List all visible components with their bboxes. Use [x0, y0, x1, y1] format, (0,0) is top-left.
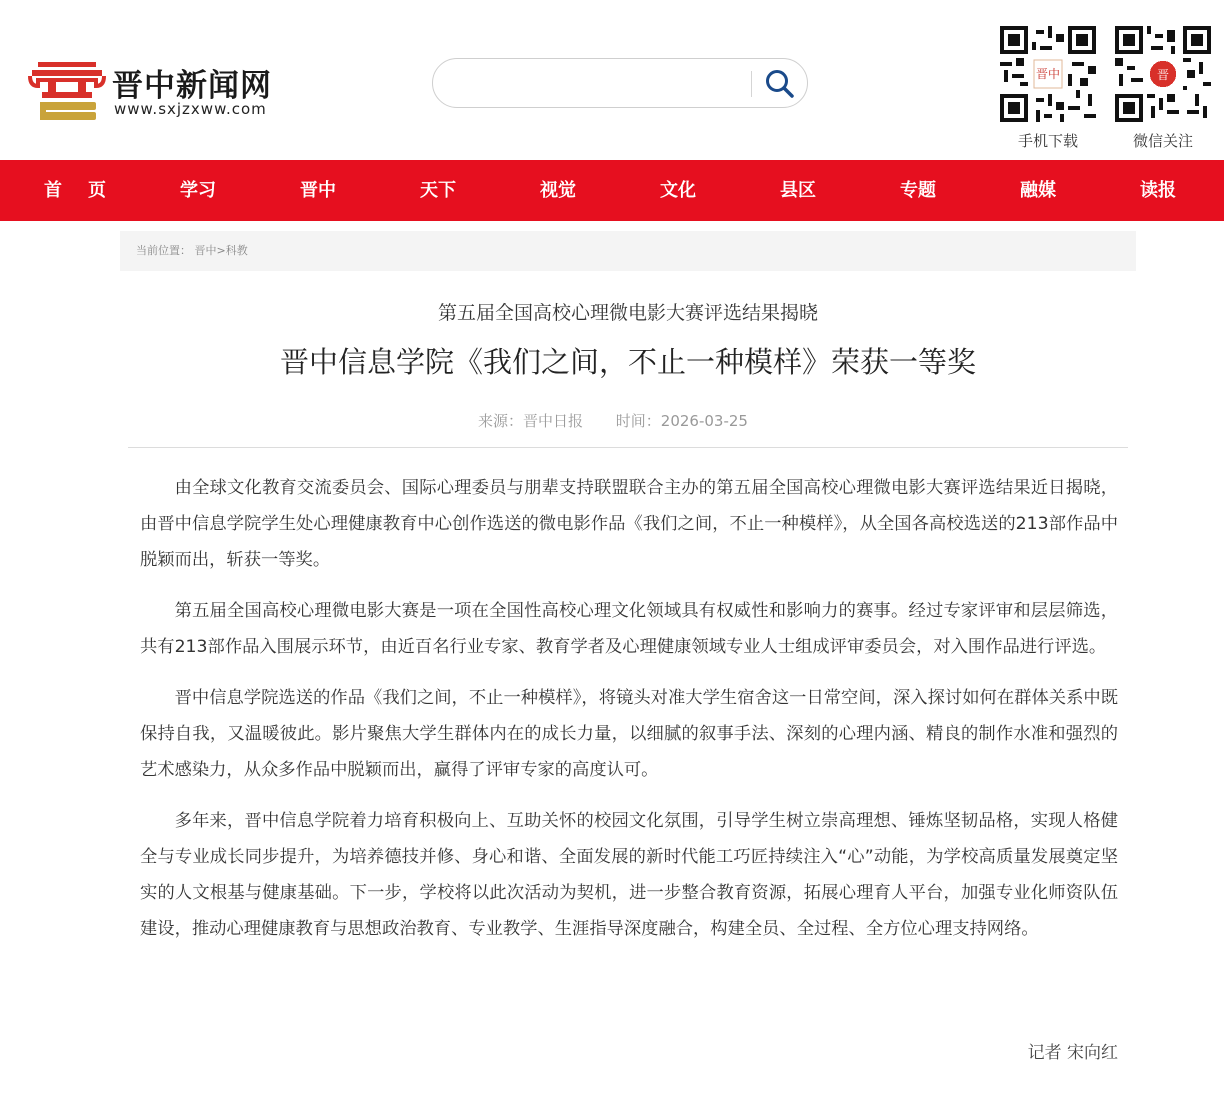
article-author: 记者 宋向红 [1027, 1043, 1118, 1063]
qr-code-icon [1000, 26, 1096, 122]
breadcrumb-item-science-education[interactable]: 科教 [225, 244, 248, 257]
search-icon[interactable] [763, 67, 797, 101]
qr-label-app: 手机下载 [1017, 132, 1078, 150]
article-paragraph: 多年来，晋中信息学院着力培育积极向上、互助关怀的校园文化氛围，引导学生树立崇高理想、锤炼坚韧品格，实现人格健全与专业成长同步提升，为培养德技并修、身心和谐、全面发展的新时代能工巧匠持续注入“心”动能，为学校高质量发展奠定坚实的人文根基与健康基础。下一步，学校将以此次活动为契机，进一步整合教育资源，拓展心理育人平台，加强专业化师资队伍建设，推动心理健康教育与思想政治教育、专业教学、生涯指导深度融合，构建全员、全过程、全方位心理支持网络。 [140, 811, 1118, 939]
nav-item-culture[interactable]: 文化 [660, 180, 696, 201]
logo-emblem-icon [28, 56, 106, 122]
article-paragraph: 第五届全国高校心理微电影大赛是一项在全国性高校心理文化领域具有权威性和影响力的赛事。经过专家评审和层层筛选，共有213部作品入围展示环节，由近百名行业专家、教育学者及心理健康领域专业人士组成评审委员会，对入围作品进行评选。 [140, 601, 1118, 657]
article-title: 晋中信息学院《我们之间，不止一种模样》荣获一等奖 [279, 345, 976, 379]
divider [128, 447, 1128, 448]
nav-item-home[interactable]: 首页 [44, 180, 132, 201]
nav-item-newspaper[interactable]: 读报 [1140, 180, 1176, 201]
nav-item-world[interactable]: 天下 [420, 180, 456, 201]
site-logo[interactable] [28, 56, 298, 122]
nav-item-counties[interactable]: 县区 [780, 180, 816, 201]
site-title: 晋中新闻网 [112, 68, 272, 104]
nav-item-visual[interactable]: 视觉 [540, 180, 576, 201]
main-nav [0, 160, 1224, 221]
article-subtitle: 第五届全国高校心理微电影大赛评选结果揭晓 [437, 302, 818, 324]
search-input[interactable] [451, 69, 747, 97]
article-meta [0, 410, 1224, 431]
article-body [140, 470, 1118, 962]
article-paragraph: 由全球文化教育交流委员会、国际心理委员与朋辈支持联盟联合主办的第五届全国高校心理微电影大赛评选结果近日揭晓，由晋中信息学院学生处心理健康教育中心创作选送的微电影作品《我们之间，不止一种模样》，从全国各高校选送的213部作品中脱颖而出，斩获一等奖。 [140, 478, 1118, 570]
nav-item-jinzhong[interactable]: 晋中 [300, 180, 336, 201]
site-url: www.sxjzxww.com [114, 100, 267, 118]
article-time: 时间：2026-03-25 [615, 412, 748, 430]
qr-label-wechat: 微信关注 [1132, 132, 1193, 150]
qr-app-download[interactable] [1000, 26, 1096, 151]
breadcrumb [120, 231, 1136, 271]
svg-text:晋: 晋 [1156, 68, 1170, 83]
breadcrumb-separator: > [216, 244, 226, 257]
search-box [432, 58, 808, 108]
article-paragraph: 晋中信息学院选送的作品《我们之间，不止一种模样》，将镜头对准大学生宿舍这一日常空间，深入探讨如何在群体关系中既保持自我，又温暖彼此。影片聚焦大学生群体内在的成长力量，以细腻的叙事手法、深刻的心理内涵、精良的制作水准和强烈的艺术感染力，从众多作品中脱颖而出，赢得了评审专家的高度认可。 [140, 688, 1118, 780]
qr-code-icon [1115, 26, 1211, 122]
article-source: 来源：晋中日报 [478, 412, 584, 430]
breadcrumb-item-jinzhong[interactable]: 晋中 [194, 244, 217, 257]
search-divider [751, 71, 752, 97]
svg-text:晋中: 晋中 [1035, 67, 1061, 81]
nav-item-topics[interactable]: 专题 [900, 180, 936, 201]
site-header [0, 0, 1224, 160]
nav-item-study[interactable]: 学习 [180, 180, 216, 201]
breadcrumb-prefix: 当前位置： [136, 244, 191, 257]
qr-wechat-follow[interactable] [1115, 26, 1211, 151]
nav-item-media[interactable]: 融媒 [1020, 180, 1056, 201]
